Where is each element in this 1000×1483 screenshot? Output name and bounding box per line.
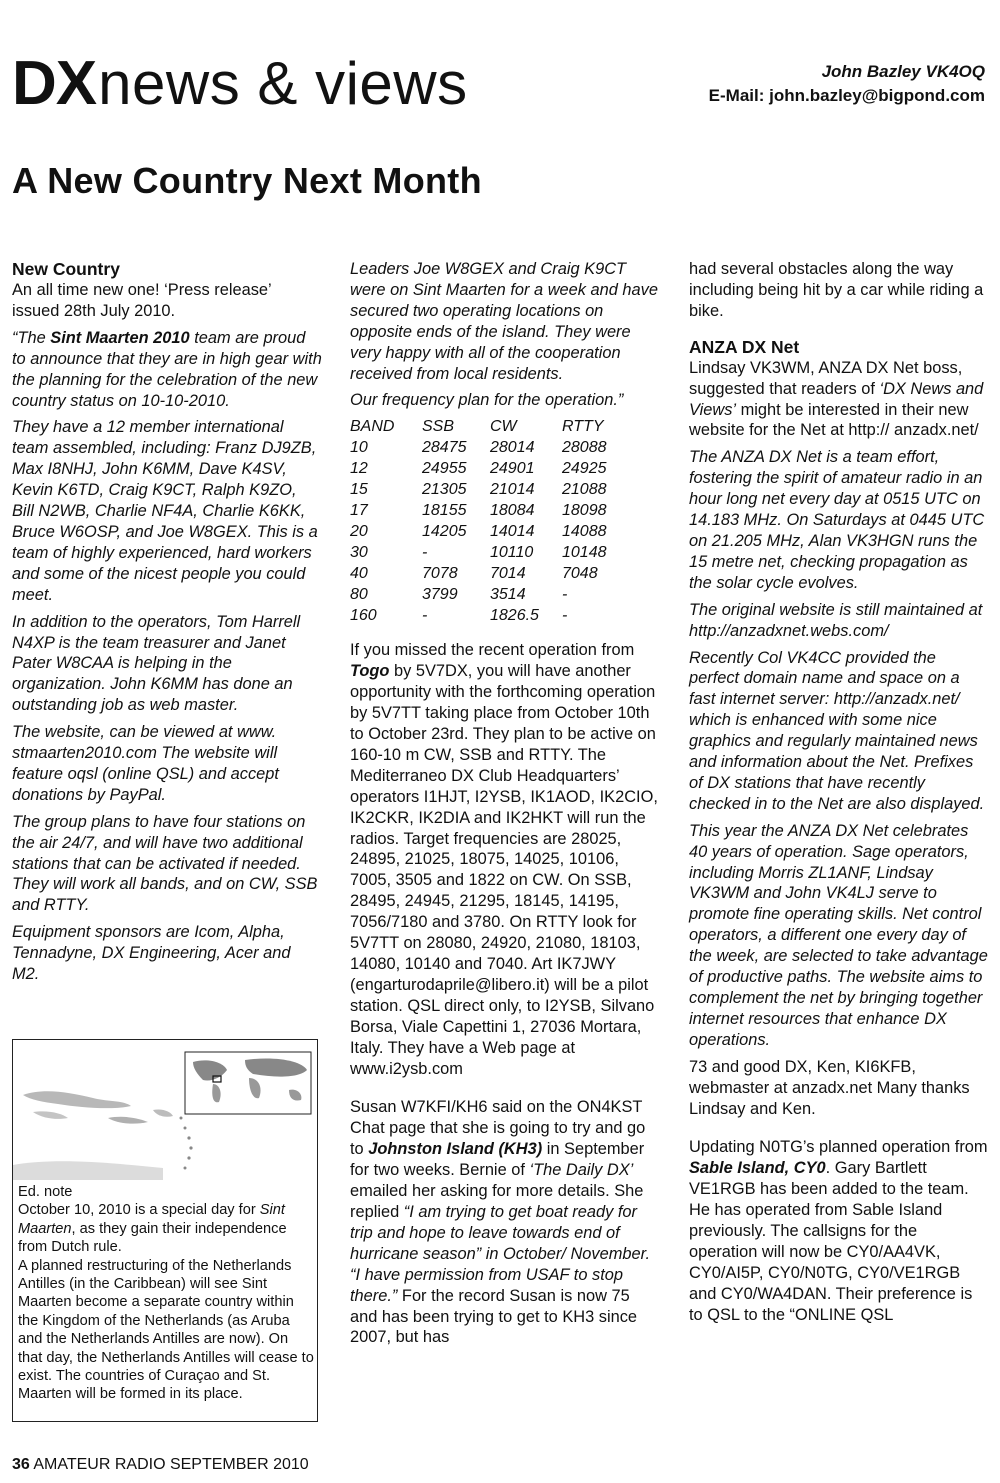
text-run: emailed her asking for more details. She replied — [350, 1182, 644, 1221]
frequency-table-cell: 14205 — [422, 522, 467, 540]
frequency-table-cell: 28475 — [422, 439, 467, 457]
text-run-italic: Sint Maarten — [18, 1202, 285, 1237]
text-run: If you missed the recent operation from — [350, 641, 635, 660]
paragraph: In addition to the operators, Tom Harrell N4XP is the team treasurer and Janet Pater W8CAA is helping in the organization. John K6MM has done an outstanding job as web master. — [12, 612, 301, 715]
frequency-table-row — [350, 459, 607, 480]
text-run: “The — [12, 328, 51, 347]
frequency-table-cell: 20 — [350, 522, 368, 540]
frequency-table-row — [350, 480, 607, 501]
frequency-table-cell: 14088 — [562, 522, 607, 540]
text-run-bold: Sint Maarten 2010 — [50, 328, 190, 347]
column-3 — [689, 259, 989, 1332]
frequency-table-cell: 18084 — [490, 501, 535, 519]
text-run-italic: ‘The Daily DX’ — [529, 1161, 634, 1180]
text-run: , as they gain their independence from Dutch rule. — [18, 1220, 287, 1256]
text-run: . Gary Bartlett VE1RGB has been added to the team. He has operated from Sable Island previously. The callsigns for the operation will now be CY0/AA4VK, CY0/AI5P, CY0/N0TG, CY0/VE1RGB and CY0/WA4DAN. Their preference is to QSL to the “ONLINE QSL — [689, 1159, 973, 1324]
frequency-table-cell: - — [422, 543, 428, 561]
text-run: in September for two weeks. Bernie of — [350, 1140, 645, 1180]
paragraph: The website, can be viewed at www. stmaarten2010.com The website will feature oqsl (online QSL) and accept donations by PayPal. — [12, 723, 279, 804]
frequency-table-row — [350, 522, 607, 543]
column-1 — [12, 258, 322, 991]
author-name: John Bazley VK4OQ — [821, 62, 985, 81]
frequency-table-cell: 28014 — [490, 439, 535, 457]
headline: A New Country Next Month — [12, 160, 482, 201]
frequency-table-cell: 24925 — [562, 460, 607, 478]
frequency-table-cell: 30 — [350, 543, 368, 561]
paragraph — [689, 358, 989, 442]
frequency-table-row — [350, 543, 607, 564]
frequency-table-cell: 7014 — [490, 564, 526, 582]
frequency-table-cell: - — [422, 606, 428, 624]
column-2 — [350, 259, 660, 1354]
frequency-table-cell: 18098 — [562, 501, 607, 519]
caribbean-map-image — [13, 1040, 317, 1180]
masthead-rest: news & views — [98, 50, 468, 117]
text-run: Updating N0TG’s planned operation from — [689, 1138, 988, 1157]
text-run-italic: “I am trying to get boat ready for trip and hope to leave towards end of hurricane season” in October/ November. “I have permission from USAF to stop there.” — [350, 1202, 651, 1305]
paragraph: An all time new one! ‘Press release’ issued 28th July 2010. — [12, 281, 272, 320]
email-label: E-Mail: — [708, 86, 765, 105]
frequency-table-cell: 3514 — [490, 585, 526, 603]
paragraph: The original website is still maintained at http://anzadxnet.webs.com/ — [689, 600, 983, 640]
masthead-dx: DX — [12, 49, 97, 118]
frequency-table-cell: 10148 — [562, 543, 607, 561]
frequency-table — [350, 417, 607, 626]
paragraph: Recently Col VK4CC provided the perfect domain name and space on a fast internet server: http://anzadx.net/ which is enhanced with some nice graphics and regularly maintained news and information about the Net. Prefixes of DX stations that have recently checked in to the Net are also displayed. — [689, 648, 985, 813]
frequency-table-cell: 21305 — [422, 481, 467, 499]
text-run: October 10, 2010 is a special day for — [18, 1202, 260, 1219]
frequency-table-cell: - — [562, 585, 568, 603]
masthead — [12, 49, 468, 118]
frequency-table-cell: 28088 — [562, 439, 607, 457]
ed-note-paragraph — [18, 1201, 314, 1256]
section-heading-anza-dx-net: ANZA DX Net — [689, 336, 800, 357]
frequency-table-cell: 7078 — [422, 564, 458, 582]
text-run-bold-italic: Johnston Island (KH3) — [368, 1140, 543, 1159]
paragraph — [350, 1097, 660, 1348]
byline — [709, 60, 985, 108]
paragraph: Our frequency plan for the operation.” — [350, 391, 624, 410]
frequency-table-cell: 17 — [350, 501, 368, 519]
page-number: 36 — [12, 1456, 30, 1473]
ed-note-paragraph: A planned restructuring of the Netherlands Antilles (in the Caribbean) will see Sint Maarten become a separate country within the Kingdom of the Netherlands (as Aruba and the Netherlands Antilles are now). On that day, the Netherlands Antilles will cease to exist. The countries of Curaçao and St. Maarten will be formed in its place. — [18, 1257, 314, 1403]
frequency-table-cell: SSB — [422, 418, 455, 436]
publication-line: AMATEUR RADIO SEPTEMBER 2010 — [33, 1456, 309, 1473]
frequency-table-cell: 21088 — [562, 481, 607, 499]
frequency-table-cell: 40 — [350, 564, 368, 582]
section-heading-new-country: New Country — [12, 259, 120, 279]
frequency-table-cell: 10 — [350, 439, 368, 457]
frequency-table-cell: 7048 — [562, 564, 598, 582]
frequency-table-cell: 80 — [350, 585, 368, 603]
paragraph: had several obstacles along the way including being hit by a car while riding a bike. — [689, 260, 984, 320]
ed-note-box — [12, 1039, 318, 1422]
frequency-table-header — [350, 417, 607, 438]
frequency-table-row — [350, 606, 607, 627]
frequency-table-cell: 14014 — [490, 522, 535, 540]
frequency-table-cell: 10110 — [490, 543, 534, 561]
frequency-table-cell: 1826.5 — [490, 606, 539, 624]
frequency-table-row — [350, 501, 607, 522]
frequency-table-cell: 21014 — [490, 481, 535, 499]
frequency-table-row — [350, 585, 607, 606]
frequency-table-cell: 24955 — [422, 460, 467, 478]
frequency-table-cell: 3799 — [422, 585, 458, 603]
frequency-table-cell: 24901 — [490, 460, 535, 478]
frequency-table-cell: 15 — [350, 481, 368, 499]
email-address: john.bazley@bigpond.com — [769, 86, 985, 105]
paragraph — [12, 328, 322, 412]
frequency-table-row — [350, 438, 607, 459]
ed-note-caption — [18, 1183, 314, 1404]
paragraph — [689, 1137, 989, 1325]
text-run: Susan W7KFI/KH6 said on the ON4KST Chat page that she is going to try and go to — [350, 1098, 646, 1159]
paragraph — [350, 640, 660, 1079]
frequency-table-cell: 12 — [350, 460, 368, 478]
author-email — [709, 84, 985, 108]
text-run-bold-italic: Sable Island, CY0 — [689, 1159, 826, 1178]
paragraph: This year the ANZA DX Net celebrates 40 years of operation. Sage operators, including Morris ZL1ANF, Lindsay VK3WM and John VK4LJ serve to promote fine operating skills. Net control operators, a different one every day of the week, are selected to take advantage of productive paths. The website aims to complement the net by bringing together internet resources that enhance DX operations. — [689, 821, 988, 1049]
text-run: For the record Susan is now 75 and has been trying to get to KH3 since 2007, but has — [350, 1286, 638, 1347]
frequency-table-cell: CW — [490, 418, 517, 436]
frequency-table-cell: 160 — [350, 606, 377, 624]
paragraph: 73 and good DX, Ken, KI6KFB, webmaster at anzadx.net Many thanks Lindsay and Ken. — [689, 1057, 970, 1118]
text-run: Lindsay VK3WM, ANZA DX Net boss, suggested that readers of — [689, 358, 963, 398]
text-run: might be interested in their new website for the Net at http:// anzadx.net/ — [689, 400, 979, 440]
text-run-bold-italic: Togo — [350, 662, 390, 681]
frequency-table-cell: - — [562, 606, 568, 624]
paragraph: Leaders Joe W8GEX and Craig K9CT were on Sint Maarten for a week and have secured two operating locations on opposite ends of the island. They were very happy with all of the cooperation received from local residents. — [350, 260, 658, 383]
text-run: team are proud to announce that they are in high gear with the planning for the celebration of the new country status on 10-10-2010. — [12, 328, 322, 410]
text-run-italic: ‘DX News and Views’ — [689, 379, 984, 419]
paragraph: Equipment sponsors are Icom, Alpha, Tennadyne, DX Engineering, Acer and M2. — [12, 923, 291, 984]
frequency-table-cell: BAND — [350, 418, 395, 436]
frequency-table-cell: RTTY — [562, 418, 604, 436]
ed-note-title: Ed. note — [18, 1184, 73, 1200]
paragraph: The group plans to have four stations on the air 24/7, and will have two additional stations that can be activated if needed. They will work all bands, and on CW, SSB and RTTY. — [12, 812, 318, 915]
frequency-table-row — [350, 564, 607, 585]
paragraph: The ANZA DX Net is a team effort, fostering the spirit of amateur radio in an hour long net every day at 0515 UTC on 14.183 MHz. On Saturdays at 0445 UTC on 21.205 MHz, Alan VK3HGN runs the 15 metre net, checking propagation as the solar cycle evolves. — [689, 448, 985, 592]
frequency-table-cell: 18155 — [422, 501, 467, 519]
text-run: by 5V7DX, you will have another opportunity with the forthcoming operation by 5V7TT taking place from October 10th to October 23rd. They plan to be active on 160-10 m CW, SSB and RTTY. The Mediterraneo DX Club Headquarters’ operators I1HJT, I2YSB, IK1AOD, IK2CIO, IK2CKR, IK2DIA and IK2HKT will run the radios. Target frequencies are 28025, 24895, 21025, 18075, 14025, 10106, 7005, 3505 and 1822 on CW. On SSB, 28495, 24945, 21295, 18145, 14195, 7056/7180 and 3780. On RTTY look for 5V7TT on 28080, 24920, 21080, 18103, 14080, 10140 and 7040. Art IK7JWY (engarturodaprile@libero.it) will be a pilot station. QSL direct only, to I2YSB, Silvano Borsa, Viale Capettini 1, 27036 Mortara, Italy. They have a Web page at www.i2ysb.com — [350, 662, 658, 1078]
page-footer — [12, 1456, 309, 1474]
paragraph: They have a 12 member international team assembled, including: Franz DJ9ZB, Max I8NHJ, John K6MM, Dave K4SV, Kevin K6TD, Craig K9CT, Ralph K9ZO, Bill N2WB, Charlie NF4A, Charlie K6KK, Bruce W6OSP, and Joe W8GEX. This is a team of highly experienced, hard workers and some of the nicest people you could meet. — [12, 418, 318, 604]
